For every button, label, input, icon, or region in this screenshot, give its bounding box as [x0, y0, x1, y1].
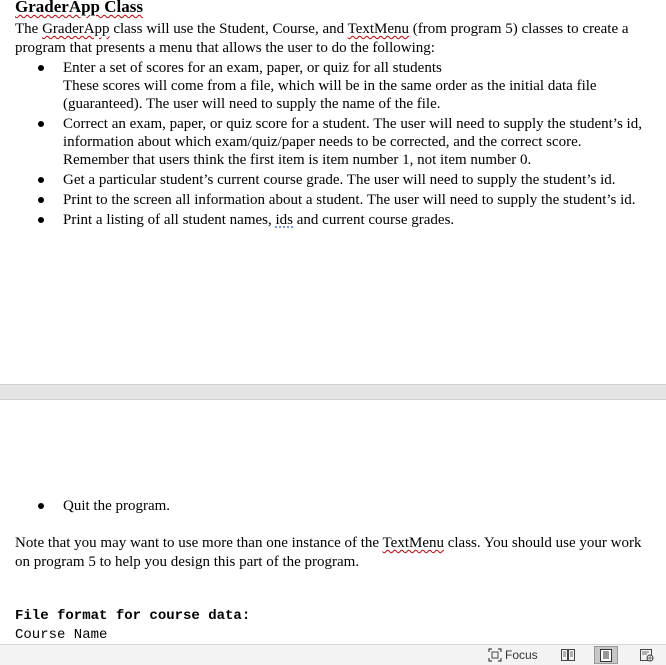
list-item-text: Quit the program. [63, 498, 171, 514]
quit-list [0, 497, 666, 517]
list-item [0, 171, 666, 189]
print-layout-icon [600, 649, 612, 662]
focus-icon [488, 648, 502, 662]
list-item-text: Get a particular student’s current course grade. The user will need to supply the student’s id. [63, 172, 616, 188]
heading-text: GraderApp Class [15, 0, 143, 16]
note-text-2: class. You should use your work on program 5 to help you design this part of the program. [15, 535, 642, 570]
intro-text-2: class will use the Student, Course, and [109, 21, 348, 37]
list-item-text-end: and current course grades. [293, 212, 455, 228]
list-item-ids: ids [275, 212, 293, 228]
intro-text-1: The [15, 21, 43, 37]
focus-label: Focus [505, 648, 538, 662]
intro-text-3: (from program 5) classes to create a program that presents a menu that allows the user to do the following: [15, 21, 629, 56]
status-bar [0, 644, 666, 665]
bullet-icon [38, 503, 44, 509]
bullet-icon [38, 217, 44, 223]
list-item-text: Enter a set of scores for an exam, paper, or quiz for all students [63, 60, 442, 76]
section-heading [15, 0, 143, 17]
intro-paragraph [15, 20, 645, 57]
note-paragraph [15, 534, 645, 571]
page-break-gap [0, 384, 666, 400]
document-page-2 [0, 400, 666, 644]
list-item [0, 497, 666, 515]
list-item [0, 191, 666, 209]
bullet-icon [38, 65, 44, 71]
list-item [0, 115, 666, 169]
bullet-icon [38, 121, 44, 127]
read-mode-icon [561, 649, 575, 661]
note-textmenu: TextMenu [382, 535, 444, 551]
code-heading: File format for course data: [15, 608, 251, 624]
list-item-text: Print to the screen all information about a student. The user will need to supply the student’s id. [63, 192, 636, 208]
print-layout-button[interactable] [594, 646, 618, 664]
focus-button[interactable] [488, 647, 538, 663]
list-item [0, 59, 666, 113]
web-layout-button[interactable] [636, 647, 658, 663]
web-layout-icon [640, 649, 654, 662]
read-mode-button[interactable] [557, 647, 579, 663]
code-line: Course Name [15, 627, 108, 643]
feature-list [0, 59, 666, 231]
intro-textmenu: TextMenu [347, 21, 410, 37]
list-item-text: Correct an exam, paper, or quiz score for a student. The user will need to supply the student’s id, information about which exam/quiz/paper needs to be corrected, and the correct score. Remember that users think the first item is item number 1, not item number 0. [63, 116, 642, 168]
bullet-icon [38, 197, 44, 203]
list-item-subtext: These scores will come from a file, which will be in the same order as the initial data file (guaranteed). The user will need to supply the name of the file. [63, 78, 597, 112]
note-text-1: Note that you may want to use more than one instance of the [15, 535, 383, 551]
bullet-icon [38, 177, 44, 183]
list-item [0, 211, 666, 229]
list-item-text: Print a listing of all student names, [63, 212, 276, 228]
intro-graderapp: GraderApp [42, 21, 110, 37]
